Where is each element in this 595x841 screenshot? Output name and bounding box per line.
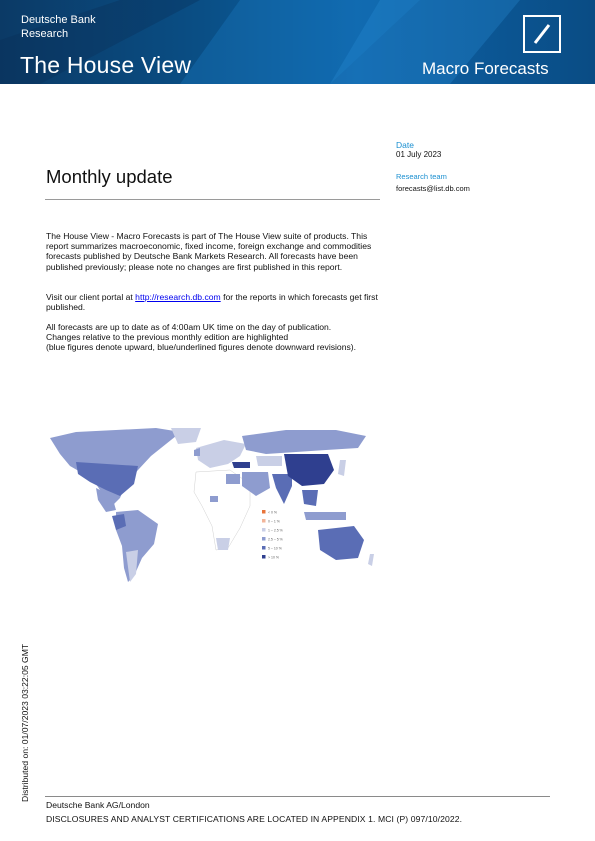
portal-text-before: Visit our client portal at — [46, 292, 136, 302]
footer-entity: Deutsche Bank AG/London — [46, 800, 150, 810]
header-banner — [0, 0, 595, 84]
intro-paragraph: The House View - Macro Forecasts is part of The House View suite of products. This report summarizes macroeconomic, fixed income, foreign exchange and commodities forecasts published by Deutsche Bank Markets Research. All forecasts have been published previously; please note no changes are first published in this report. — [46, 231, 372, 272]
legend-label-5: 5 – 10 % — [268, 546, 282, 551]
date-value: 01 July 2023 — [396, 150, 442, 159]
portal-paragraph — [46, 292, 391, 312]
map-turkey — [232, 462, 250, 468]
map-japan — [338, 460, 346, 476]
world-map — [46, 426, 380, 584]
map-southeast-asia — [302, 490, 318, 506]
legend-swatch-4 — [262, 537, 266, 541]
research-portal-link[interactable]: http://research.db.com — [135, 292, 221, 302]
footer-divider — [45, 796, 550, 797]
page-title: Monthly update — [46, 166, 173, 187]
map-nigeria — [210, 496, 218, 502]
map-uk — [194, 448, 200, 456]
date-label: Date — [396, 140, 414, 150]
map-kazakhstan — [256, 456, 282, 466]
research-team-email[interactable]: forecasts@list.db.com — [396, 184, 470, 193]
map-russia — [242, 430, 366, 454]
update-line1: All forecasts are up to date as of 4:00am UK time on the day of publication. — [46, 322, 332, 332]
product-title: Macro Forecasts — [422, 59, 549, 78]
update-line3: (blue figures denote upward, blue/underlined figures denote downward revisions). — [46, 342, 357, 353]
org-name-line2: Research — [21, 28, 69, 40]
title-divider — [45, 199, 380, 200]
map-greenland — [171, 428, 201, 444]
update-paragraph — [46, 322, 391, 353]
series-title: The House View — [20, 52, 192, 78]
map-egypt — [226, 474, 240, 484]
legend-swatch-2 — [262, 519, 266, 523]
map-south-africa — [216, 538, 230, 550]
legend-swatch-5 — [262, 546, 266, 550]
org-name — [21, 13, 96, 41]
map-legend — [262, 510, 283, 560]
distribution-timestamp: Distributed on: 01/07/2023 03:22:05 GMT — [20, 643, 30, 802]
legend-label-3: 1 – 2.5 % — [268, 528, 283, 533]
legend-swatch-3 — [262, 528, 266, 532]
update-line2: Changes relative to the previous monthly edition are highlighted — [46, 332, 289, 343]
map-new-zealand — [368, 554, 374, 566]
legend-swatch-1 — [262, 510, 266, 514]
legend-label-2: 0 – 1 % — [268, 519, 280, 524]
footer-disclosure: DISCLOSURES AND ANALYST CERTIFICATIONS ARE LOCATED IN APPENDIX 1. MCI (P) 097/10/2022. — [46, 814, 463, 824]
legend-label-4: 2.5 – 5 % — [268, 537, 283, 542]
legend-label-6: > 10 % — [268, 555, 279, 560]
deutsche-bank-logo-icon — [523, 15, 561, 53]
legend-label-1: < 0 % — [268, 510, 278, 515]
research-team-label: Research team — [396, 172, 447, 181]
map-indonesia — [304, 512, 346, 520]
map-australia — [318, 526, 364, 560]
legend-swatch-6 — [262, 555, 266, 559]
org-name-line1: Deutsche Bank — [21, 14, 96, 26]
map-india — [272, 474, 292, 504]
portal-text-after: for the reports in which forecasts get first published. — [46, 292, 378, 313]
